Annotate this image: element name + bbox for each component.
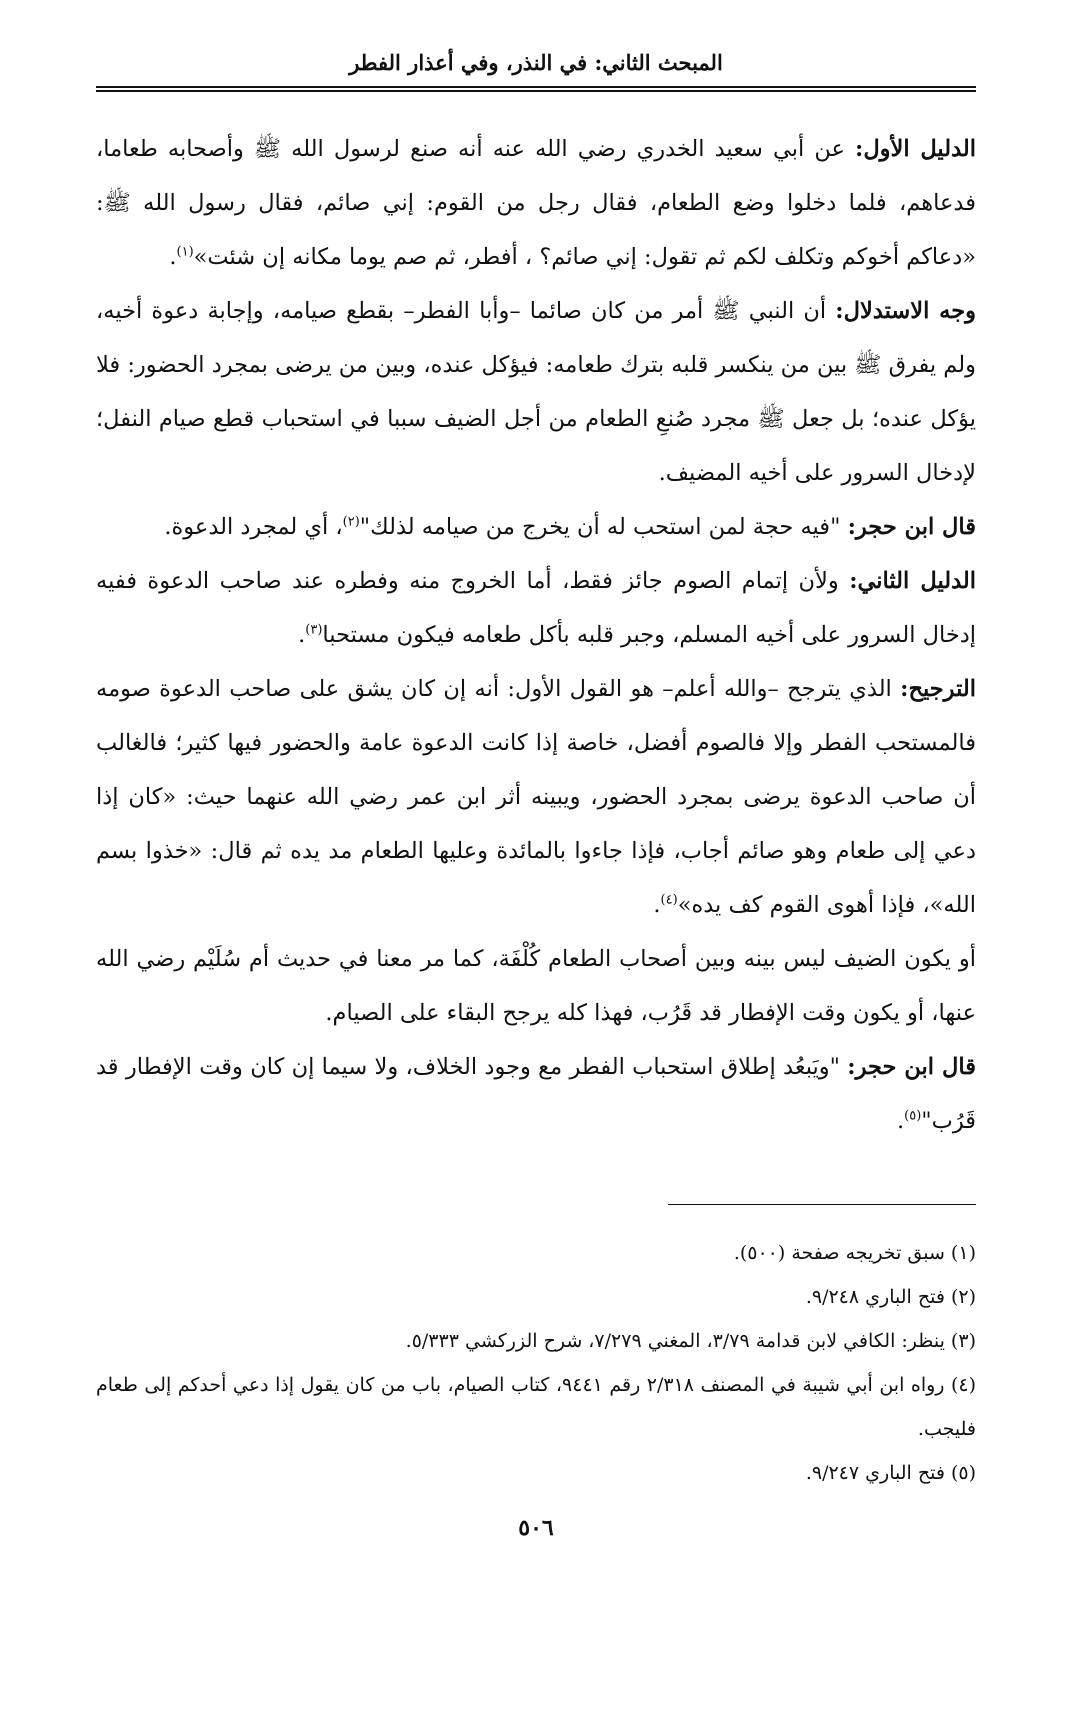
paragraph-evidence-1: [96, 122, 976, 284]
paragraph-lead: الترجيح:: [900, 676, 976, 702]
paragraph-ibn-hajar-2: [96, 1040, 976, 1148]
footnote-ref[interactable]: (١): [176, 244, 194, 260]
footnotes: [96, 1231, 976, 1495]
page-number: ٥٠٦: [518, 1515, 554, 1541]
footnote-ref[interactable]: (٥): [904, 1108, 922, 1124]
paragraph-lead: قال ابن حجر:: [847, 1054, 976, 1080]
running-header: المبحث الثاني: في النذر، وفي أعذار الفطر: [349, 50, 723, 75]
page: [96, 40, 976, 1700]
paragraph-text: أن النبي ﷺ أمر من كان صائما –وأبا الفطر– بقطع صيامه، وإجابة دعوة أخيه، ولم يفرق ﷺ بين من ينكسر قلبه بترك طعامه: فيؤكل عنده، وبين من يرضى بمجرد الحضور: فلا يؤكل عنده؛ بل جعل ﷺ مجرد صُنعِ الطعام من أجل الضيف سببا في استحباب قطع صيام النفل؛ لإدخال السرور على أخيه المضيف.: [96, 298, 976, 486]
paragraph-text: "فيه حجة لمن استحب له أن يخرج من صيامه لذلك": [359, 514, 848, 540]
paragraph-lead: الدليل الثاني:: [849, 568, 977, 594]
paragraph-text: ولأن إتمام الصوم جائز فقط، أما الخروج منه وفطره عند صاحب الدعوة ففيه إدخال السرور على أخيه المسلم، وجبر قلبه بأكل طعامه فيكون مستحبا: [96, 568, 976, 648]
paragraph-evidence-2: [96, 554, 976, 662]
paragraph-text: "ويَبعُد إطلاق استحباب الفطر مع وجود الخلاف، ولا سيما إن كان وقت الإفطار قد قَرُب": [96, 1054, 976, 1134]
paragraph-text: أو يكون الضيف ليس بينه وبين أصحاب الطعام كُلْفَة، كما مر معنا في حديث أم سُلَيْم رضي الله عنها، أو يكون وقت الإفطار قد قَرُب، فهذا كله يرجح البقاء على الصيام.: [96, 946, 976, 1026]
paragraph-end: .: [897, 1108, 905, 1134]
paragraph-text: عن أبي سعيد الخدري رضي الله عنه أنه صنع لرسول الله ﷺ وأصحابه طعاما، فدعاهم، فلما دخلوا وضع الطعام، فقال رجل من القوم: إني صائم، فقال رسول الله ﷺ: «دعاكم أخوكم وتكلف لكم ثم تقول: إني صائم؟ ، أفطر، ثم صم يوما مكانه إن شئت»: [96, 136, 976, 270]
footnote-separator: [668, 1204, 976, 1205]
header-rule: [96, 86, 976, 92]
footnote-4: (٤) رواه ابن أبي شيبة في المصنف ٢/٣١٨ رقم ٩٤٤١، كتاب الصيام، باب من كان يقول إذا دعي أحدكم إلى طعام فليجب.: [96, 1374, 977, 1440]
paragraph-inference: [96, 284, 976, 500]
paragraph-end: .: [169, 244, 177, 270]
paragraph-lead: الدليل الأول:: [855, 136, 976, 162]
paragraph-lead: قال ابن حجر:: [847, 514, 976, 540]
paragraph-text: الذي يترجح –والله أعلم– هو القول الأول: أنه إن كان يشق على صاحب الدعوة صومه فالمستحب الفطر وإلا فالصوم أفضل، خاصة إذا كانت الدعوة عامة والحضور فيها كثير؛ فالغالب أن صاحب الدعوة يرضى بمجرد الحضور، ويبينه أثر ابن عمر رضي الله عنهما حيث: «كان إذا دعي إلى طعام وهو صائم أجاب، فإذا جاءوا بالمائدة وعليها الطعام مد يده ثم قال: «خذوا بسم الله»، فإذا أهوى القوم كف يده»: [96, 676, 976, 918]
footnote-5: (٥) فتح الباري ٩/٢٤٧.: [805, 1462, 976, 1484]
paragraph-ibn-hajar-1: [96, 500, 976, 554]
footnote-3: (٣) ينظر: الكافي لابن قدامة ٣/٧٩، المغني ٧/٢٧٩، شرح الزركشي ٥/٣٣٣.: [405, 1330, 976, 1352]
footnote-ref[interactable]: (٣): [305, 622, 323, 638]
paragraph-guest: [96, 932, 976, 1040]
footnote-1: (١) سبق تخريجه صفحة (٥٠٠).: [733, 1242, 976, 1264]
footnote-ref[interactable]: (٤): [660, 892, 678, 908]
paragraph-end: .: [298, 622, 306, 648]
paragraph-end: .: [653, 892, 661, 918]
paragraph-preponderance: [96, 662, 976, 932]
paragraph-lead: وجه الاستدلال:: [835, 298, 976, 324]
footnote-2: (٢) فتح الباري ٩/٢٤٨.: [805, 1286, 976, 1308]
paragraph-end: ، أي لمجرد الدعوة.: [164, 514, 343, 540]
footnote-ref[interactable]: (٢): [342, 514, 360, 530]
body-text: [96, 122, 976, 1148]
